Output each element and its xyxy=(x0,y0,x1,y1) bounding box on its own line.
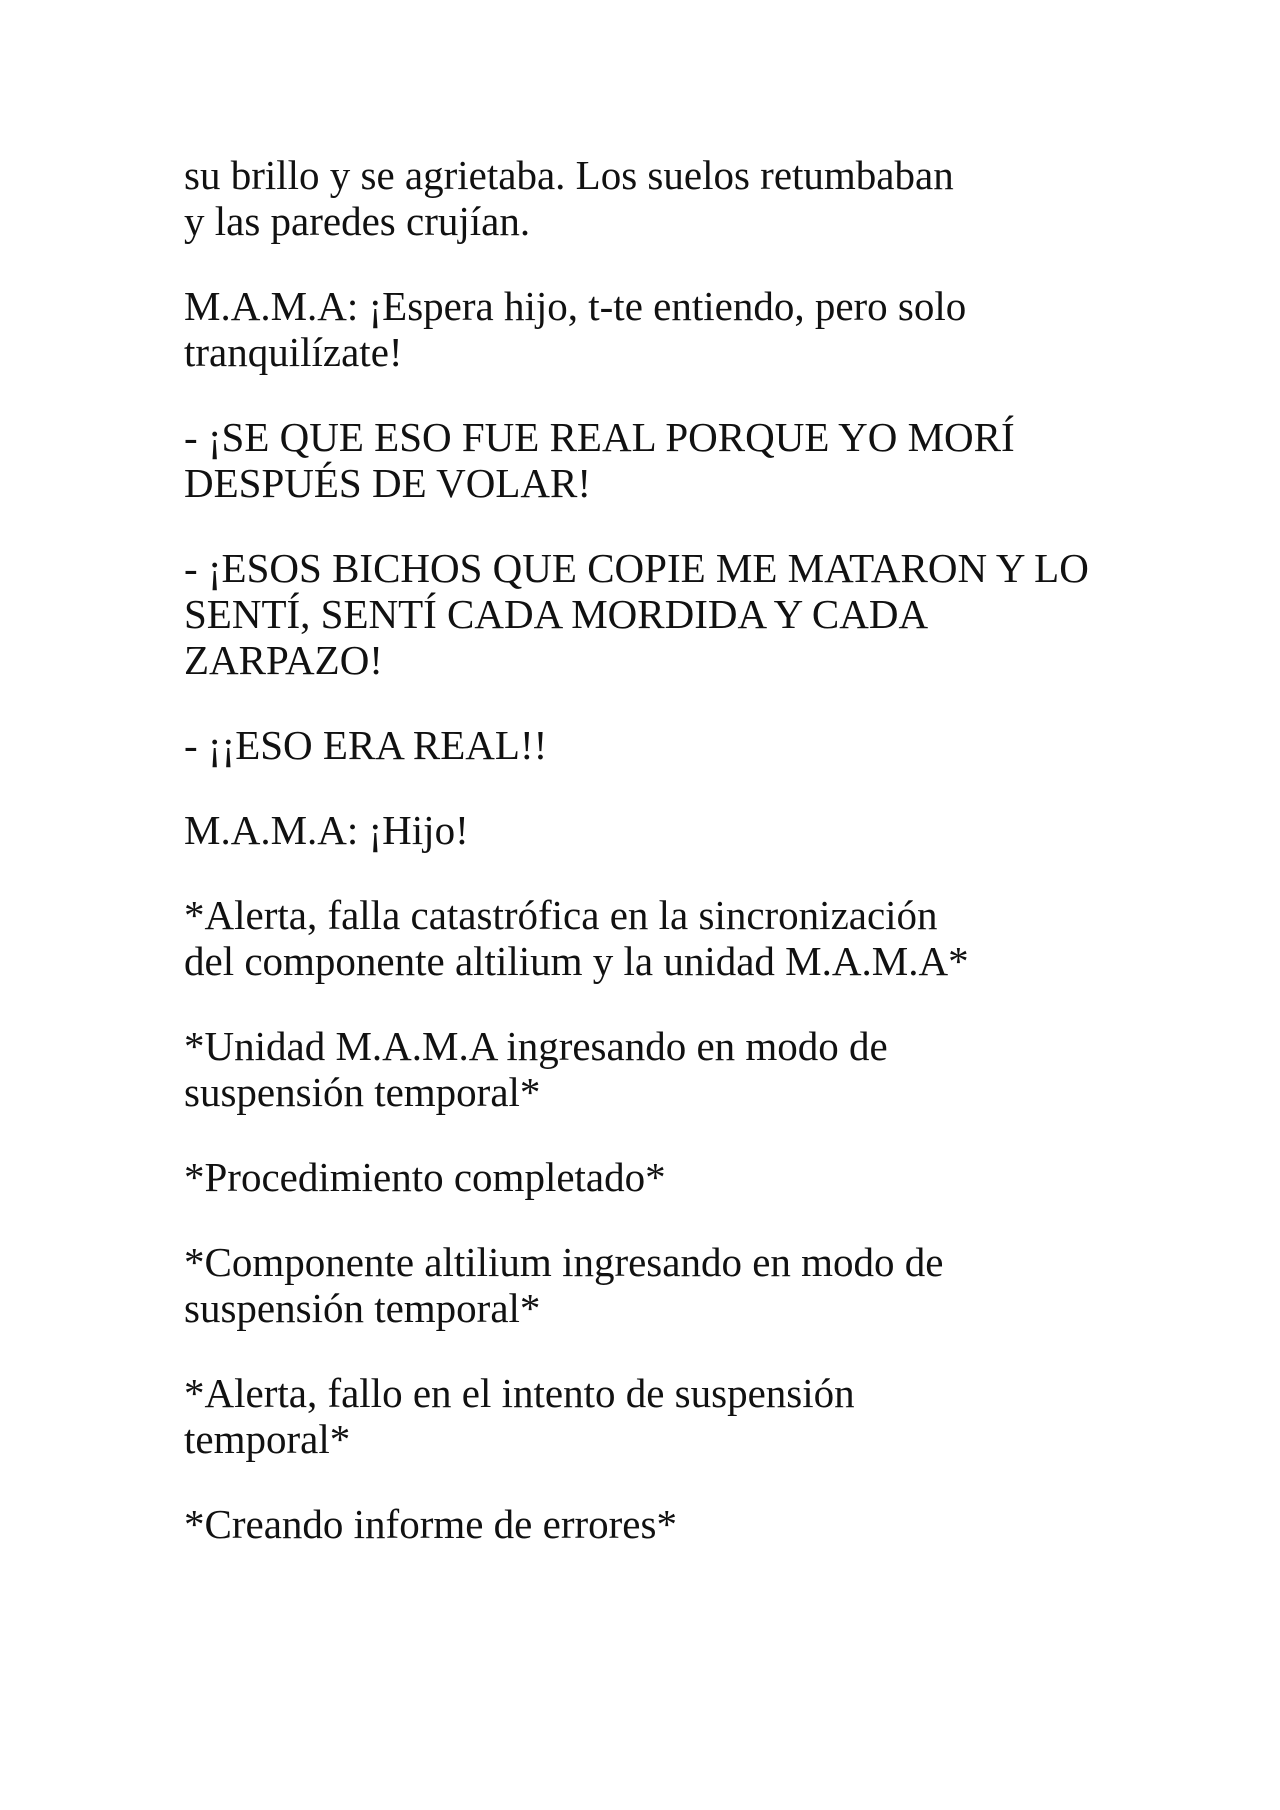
paragraph xyxy=(184,1154,1104,1200)
text-line: temporal* xyxy=(184,1416,351,1462)
text-line: - ¡¡ESO ERA REAL!! xyxy=(184,722,548,768)
paragraph xyxy=(184,722,1104,768)
text-line: - ¡SE QUE ESO FUE REAL PORQUE YO MORÍ xyxy=(184,414,1015,460)
text-line: M.A.M.A: ¡Hijo! xyxy=(184,807,469,853)
paragraph xyxy=(184,152,1104,244)
paragraph xyxy=(184,414,1104,506)
text-line: *Alerta, falla catastrófica en la sincronización xyxy=(184,892,938,938)
paragraph xyxy=(184,1501,1104,1547)
text-line: suspensión temporal* xyxy=(184,1285,541,1331)
text-line: y las paredes crujían. xyxy=(184,198,531,244)
text-line: tranquilízate! xyxy=(184,329,403,375)
text-line: *Alerta, fallo en el intento de suspensión xyxy=(184,1370,855,1416)
text-line: DESPUÉS DE VOLAR! xyxy=(184,460,591,506)
text-line: ZARPAZO! xyxy=(184,637,383,683)
paragraph xyxy=(184,1370,1104,1462)
text-line: - ¡ESOS BICHOS QUE COPIE ME MATARON Y LO xyxy=(184,545,1089,591)
document-text xyxy=(184,152,1104,1586)
paragraph xyxy=(184,283,1104,375)
text-line: del componente altilium y la unidad M.A.M.A* xyxy=(184,938,969,984)
text-line: *Componente altilium ingresando en modo de xyxy=(184,1239,944,1285)
text-line: *Unidad M.A.M.A ingresando en modo de xyxy=(184,1023,888,1069)
text-line: *Creando informe de errores* xyxy=(184,1501,677,1547)
text-line: *Procedimiento completado* xyxy=(184,1154,666,1200)
text-line: SENTÍ, SENTÍ CADA MORDIDA Y CADA xyxy=(184,591,929,637)
paragraph xyxy=(184,1239,1104,1331)
paragraph xyxy=(184,545,1104,683)
text-line: suspensión temporal* xyxy=(184,1069,541,1115)
text-line: M.A.M.A: ¡Espera hijo, t-te entiendo, pero solo xyxy=(184,283,967,329)
paragraph xyxy=(184,1023,1104,1115)
text-line: su brillo y se agrietaba. Los suelos retumbaban xyxy=(184,152,954,198)
paragraph xyxy=(184,892,1104,984)
paragraph xyxy=(184,807,1104,853)
